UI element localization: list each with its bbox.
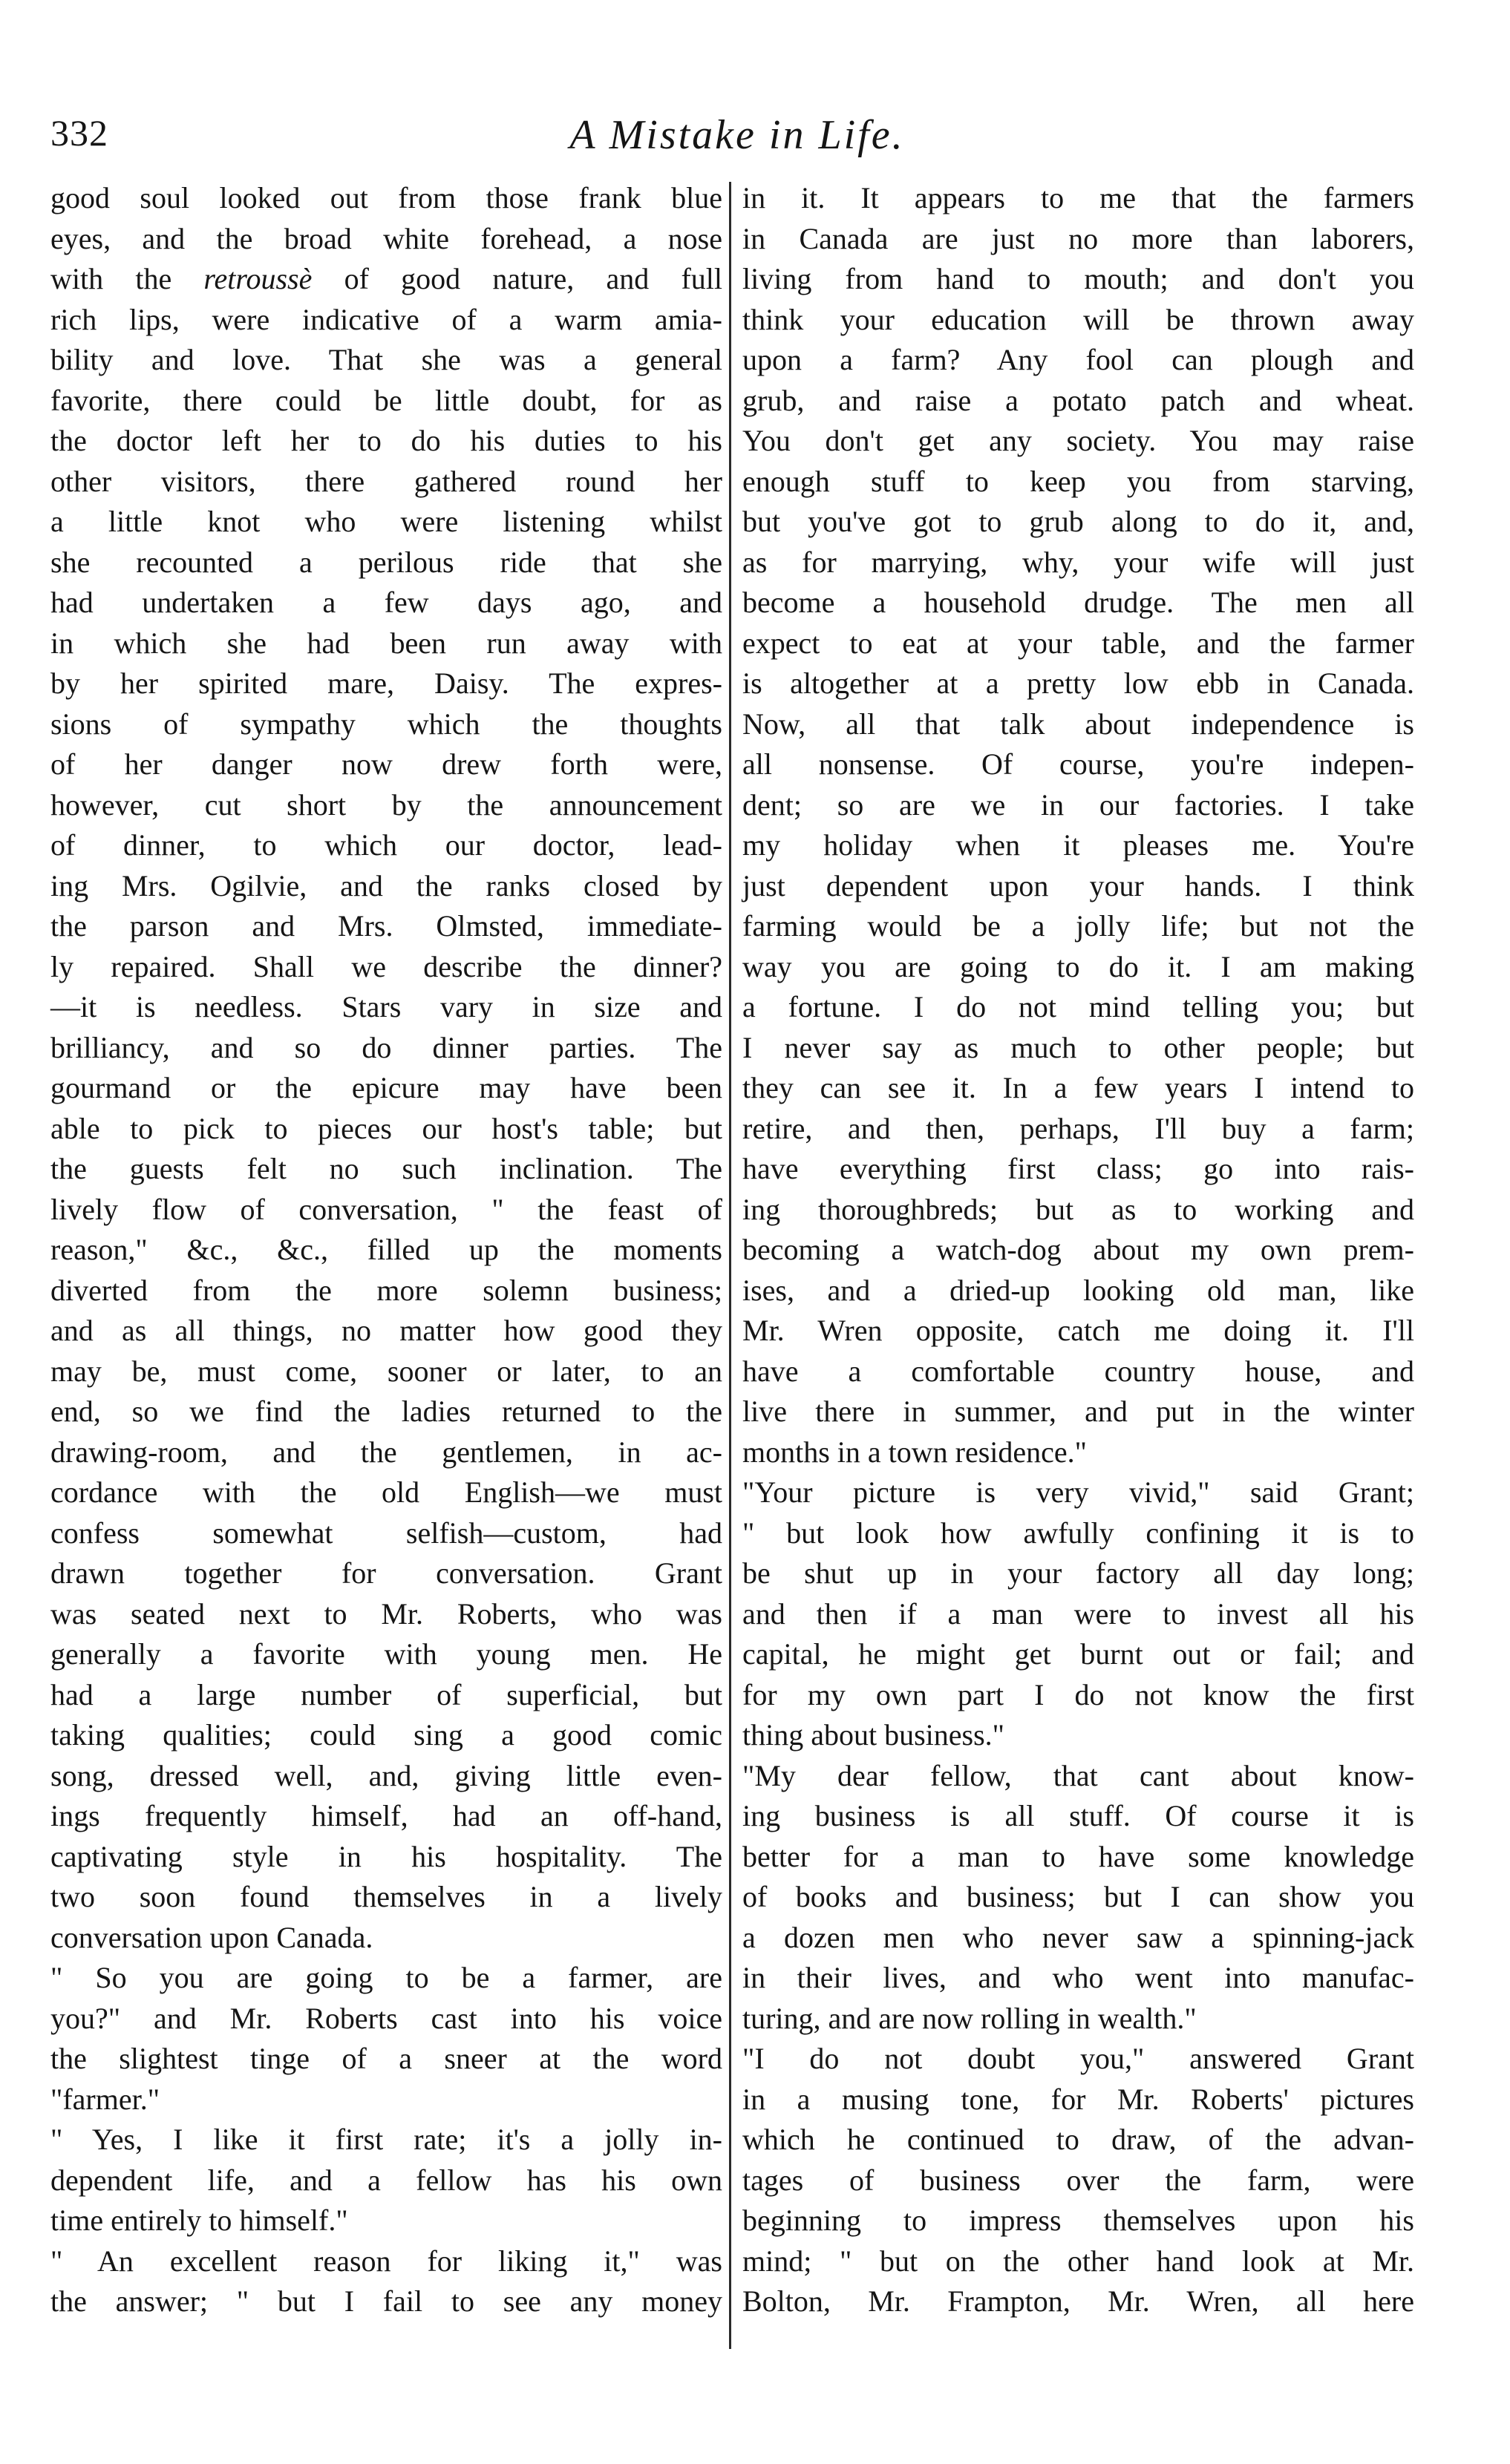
text-line: turing, and are now rolling in wealth." <box>742 2001 1197 2035</box>
text-line: "farmer." <box>50 2082 160 2116</box>
text-line: drawn together for conversation. Grant <box>50 1556 722 1590</box>
text-segment: of good nature, and full <box>312 262 722 295</box>
text-line: beginning to impress themselves upon his <box>742 2203 1414 2237</box>
text-line: mind; " but on the other hand look at Mr. <box>742 2244 1414 2278</box>
text-line: be shut up in your factory all day long; <box>742 1556 1414 1590</box>
text-line: upon a farm? Any fool can plough and <box>742 343 1414 376</box>
text-line: I never say as much to other people; but <box>742 1030 1414 1064</box>
text-line: tages of business over the farm, were <box>742 2163 1414 2197</box>
text-line: may be, must come, sooner or later, to an <box>50 1354 722 1388</box>
chapter-title: A Mistake in Life. <box>569 112 905 158</box>
text-line: bility and love. That she was a general <box>50 343 722 376</box>
text-line: is altogether at a pretty low ebb in Canada. <box>742 666 1414 700</box>
text-line: conversation upon Canada. <box>50 1920 373 1954</box>
text-line: farming would be a jolly life; but not the <box>742 909 1414 943</box>
text-line: in a musing tone, for Mr. Roberts' pictures <box>742 2082 1414 2116</box>
text-line: ises, and a dried-up looking old man, like <box>742 1273 1414 1307</box>
text-line: for my own part I do not know the first <box>742 1677 1414 1711</box>
text-line: favorite, there could be little doubt, for as <box>50 383 722 417</box>
text-line: a little knot who were listening whilst <box>50 505 722 538</box>
text-line: by her spirited mare, Daisy. The expres- <box>50 666 722 700</box>
text-line: of dinner, to which our doctor, lead- <box>50 828 722 862</box>
text-line: in Canada are just no more than laborers, <box>742 221 1414 255</box>
text-line: my holiday when it pleases me. You're <box>742 828 1414 862</box>
text-line: diverted from the more solemn business; <box>50 1273 722 1307</box>
text-line: "My dear fellow, that cant about know- <box>742 1758 1414 1792</box>
right-text-column <box>742 178 1414 2322</box>
text-line: You don't get any society. You may raise <box>742 424 1414 457</box>
text-line: the answer; " but I fail to see any money <box>50 2284 722 2318</box>
text-line: eyes, and the broad white forehead, a nose <box>50 221 722 255</box>
text-line: you?" and Mr. Roberts cast into his voice <box>50 2001 722 2035</box>
text-line: have everything first class; go into rais- <box>742 1152 1414 1185</box>
text-line: however, cut short by the announcement <box>50 787 722 822</box>
text-line: ing business is all stuff. Of course it is <box>742 1799 1414 1832</box>
page-number: 332 <box>50 112 108 154</box>
text-line: and then if a man were to invest all his <box>742 1596 1414 1631</box>
text-line: live there in summer, and put in the winter <box>742 1395 1414 1428</box>
text-line: was seated next to Mr. Roberts, who was <box>50 1596 722 1631</box>
text-line: but you've got to grub along to do it, and, <box>742 505 1414 538</box>
text-line: becoming a watch-dog about my own prem- <box>742 1233 1414 1266</box>
text-line: —it is needless. Stars vary in size and <box>50 990 722 1023</box>
text-line: song, dressed well, and, giving little even- <box>50 1758 722 1792</box>
text-line: gourmand or the epicure may have been <box>50 1071 722 1104</box>
text-line: confess somewhat selfish—custom, had <box>50 1516 722 1550</box>
text-line: ings frequently himself, had an off-hand, <box>50 1799 722 1832</box>
running-head <box>50 111 1424 171</box>
text-line: "Your picture is very vivid," said Grant; <box>742 1475 1414 1509</box>
text-line: become a household drudge. The men all <box>742 586 1414 619</box>
text-line: ly repaired. Shall we describe the dinner? <box>50 949 722 983</box>
text-line: they can see it. In a few years I intend to <box>742 1071 1414 1104</box>
text-line: better for a man to have some knowledge <box>742 1839 1414 1873</box>
left-text-column <box>50 178 722 2322</box>
text-line: just dependent upon your hands. I think <box>742 868 1414 902</box>
text-line: "I do not doubt you," answered Grant <box>742 2042 1414 2075</box>
text-line: generally a favorite with young men. He <box>50 1637 722 1671</box>
text-line: " Yes, I like it first rate; it's a jolly in- <box>50 2123 722 2156</box>
text-line: able to pick to pieces our host's table; but <box>50 1111 722 1145</box>
text-line: other visitors, there gathered round her <box>50 464 722 498</box>
text-line: the doctor left her to do his duties to his <box>50 424 722 457</box>
text-line: taking qualities; could sing a good comic <box>50 1718 722 1752</box>
text-line: in their lives, and who went into manufac- <box>742 1961 1414 1994</box>
text-line: the parson and Mrs. Olmsted, immediate- <box>50 909 722 943</box>
text-line: of her danger now drew forth were, <box>50 747 722 781</box>
text-segment: with the <box>50 262 204 295</box>
text-line: way you are going to do it. I am making <box>742 949 1414 983</box>
text-line: " but look how awfully confining it is to <box>742 1516 1414 1550</box>
text-line: retire, and then, perhaps, I'll buy a farm; <box>742 1111 1414 1145</box>
column-divider <box>729 182 731 2349</box>
text-line: a dozen men who never saw a spinning-jack <box>742 1920 1414 1954</box>
text-line: in it. It appears to me that the farmers <box>742 181 1414 214</box>
text-line: think your education will be thrown away <box>742 302 1414 336</box>
text-line: rich lips, were indicative of a warm amia- <box>50 302 722 336</box>
text-line: reason," &c., &c., filled up the moments <box>50 1233 722 1266</box>
text-line: had a large number of superficial, but <box>50 1677 722 1711</box>
text-line: sions of sympathy which the thoughts <box>50 707 722 741</box>
text-line: drawing-room, and the gentlemen, in ac- <box>50 1435 722 1469</box>
text-line: in which she had been run away with <box>50 626 722 660</box>
text-line: grub, and raise a potato patch and wheat. <box>742 383 1414 417</box>
text-line: " So you are going to be a farmer, are <box>50 1961 722 1994</box>
text-line: she recounted a perilous ride that she <box>50 545 722 579</box>
text-line: two soon found themselves in a lively <box>50 1880 722 1913</box>
text-line: have a comfortable country house, and <box>742 1354 1414 1388</box>
text-line: thing about business." <box>742 1718 1004 1752</box>
text-line: months in a town residence." <box>742 1435 1088 1469</box>
text-line: time entirely to himself." <box>50 2203 348 2237</box>
text-line: brilliancy, and so do dinner parties. The <box>50 1030 722 1064</box>
text-line: end, so we find the ladies returned to the <box>50 1395 722 1428</box>
text-line: which he continued to draw, of the advan- <box>742 2123 1414 2156</box>
text-line: the slightest tinge of a sneer at the word <box>50 2042 722 2075</box>
text-line: captivating style in his hospitality. The <box>50 1839 722 1873</box>
text-line: expect to eat at your table, and the farmer <box>742 626 1414 660</box>
text-line: Mr. Wren opposite, catch me doing it. I'll <box>742 1314 1414 1347</box>
text-line: all nonsense. Of course, you're indepen- <box>742 747 1414 781</box>
text-line: lively flow of conversation, " the feast of <box>50 1192 722 1226</box>
text-line: of books and business; but I can show you <box>742 1880 1414 1913</box>
text-line: ing thoroughbreds; but as to working and <box>742 1192 1414 1226</box>
text-line: cordance with the old English—we must <box>50 1475 722 1509</box>
text-line: dependent life, and a fellow has his own <box>50 2163 722 2197</box>
text-line <box>50 259 722 300</box>
text-line: living from hand to mouth; and don't you <box>742 262 1414 295</box>
text-line: ing Mrs. Ogilvie, and the ranks closed by <box>50 868 722 902</box>
text-line: good soul looked out from those frank blue <box>50 181 722 214</box>
text-line: had undertaken a few days ago, and <box>50 586 722 619</box>
text-line: Bolton, Mr. Frampton, Mr. Wren, all here <box>742 2284 1414 2318</box>
text-line: as for marrying, why, your wife will just <box>742 545 1414 579</box>
text-line: a fortune. I do not mind telling you; but <box>742 990 1414 1023</box>
text-line: Now, all that talk about independence is <box>742 707 1414 741</box>
text-line: dent; so are we in our factories. I take <box>742 787 1414 822</box>
italic-word: retroussè <box>203 262 313 295</box>
text-line: the guests felt no such inclination. The <box>50 1152 722 1185</box>
text-line: and as all things, no matter how good they <box>50 1314 722 1347</box>
text-line: capital, he might get burnt out or fail; and <box>742 1637 1414 1671</box>
text-line: enough stuff to keep you from starving, <box>742 464 1414 498</box>
text-line: " An excellent reason for liking it," was <box>50 2244 722 2278</box>
